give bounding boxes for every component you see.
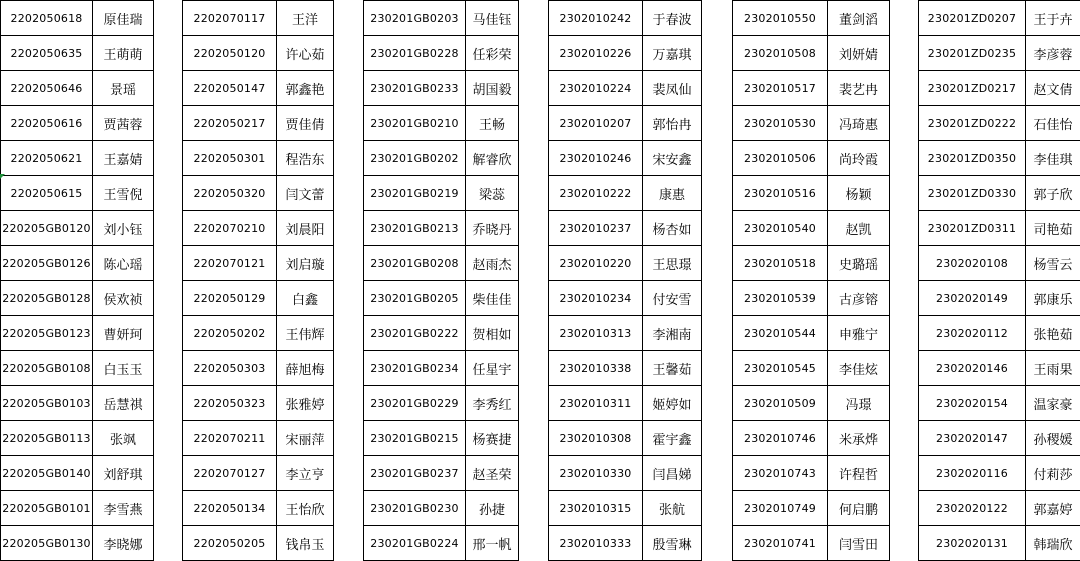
table-row — [919, 246, 1080, 281]
student-id-cell[interactable]: 2302010530 — [733, 106, 828, 141]
table-row — [919, 456, 1080, 491]
student-name-cell[interactable]: 杨雪云 — [1026, 246, 1080, 281]
student-name-cell[interactable]: 申雅宁 — [828, 316, 890, 351]
student-name-cell[interactable]: 王畅 — [466, 106, 519, 141]
student-id-cell[interactable]: 2202050303 — [183, 351, 277, 386]
table-row — [549, 141, 702, 176]
student-id-cell[interactable]: 230201ZD0330 — [919, 176, 1026, 211]
table-row — [183, 176, 334, 211]
student-name-cell[interactable]: 王洋 — [277, 1, 334, 36]
table-row — [733, 246, 890, 281]
student-name-cell[interactable]: 石佳怡 — [1026, 106, 1080, 141]
table-row — [733, 71, 890, 106]
table-row — [549, 351, 702, 386]
table-row — [364, 526, 519, 561]
student-id-cell[interactable]: 2302010338 — [549, 351, 643, 386]
student-name-cell[interactable]: 程浩东 — [277, 141, 334, 176]
table-row — [183, 351, 334, 386]
student-id-cell[interactable]: 2202070117 — [183, 1, 277, 36]
table-row — [549, 71, 702, 106]
table-row — [183, 456, 334, 491]
table-row — [1, 491, 154, 526]
student-name-cell[interactable]: 刘小钰 — [93, 211, 154, 246]
table-row — [733, 141, 890, 176]
student-name-cell[interactable]: 史璐瑶 — [828, 246, 890, 281]
table-row — [733, 36, 890, 71]
table-group-5 — [732, 0, 890, 561]
student-id-cell[interactable]: 230201GB0205 — [364, 281, 466, 316]
student-id-cell[interactable]: 2202050323 — [183, 386, 277, 421]
table-row — [549, 246, 702, 281]
table-row — [1, 351, 154, 386]
table-row — [364, 141, 519, 176]
table-row — [919, 421, 1080, 456]
student-id-cell[interactable]: 2202050301 — [183, 141, 277, 176]
student-id-cell[interactable]: 230201ZD0311 — [919, 211, 1026, 246]
student-name-cell[interactable]: 裴凤仙 — [643, 71, 702, 106]
student-id-cell[interactable]: 2302010313 — [549, 316, 643, 351]
table-row — [1, 71, 154, 106]
student-id-cell[interactable]: 2202050618 — [1, 1, 93, 36]
table-row — [733, 176, 890, 211]
student-id-cell[interactable]: 2302020108 — [919, 246, 1026, 281]
table-row — [549, 316, 702, 351]
student-name-cell[interactable]: 曹妍珂 — [93, 316, 154, 351]
student-id-cell[interactable]: 2302010516 — [733, 176, 828, 211]
table-row — [733, 456, 890, 491]
student-id-cell[interactable]: 2302010741 — [733, 526, 828, 561]
table-row — [919, 351, 1080, 386]
student-name-cell[interactable]: 闫文蕾 — [277, 176, 334, 211]
student-id-cell[interactable]: 2202050615 — [1, 176, 93, 211]
student-name-cell[interactable]: 司艳茹 — [1026, 211, 1080, 246]
table-row — [364, 211, 519, 246]
student-name-cell[interactable]: 梁蕊 — [466, 176, 519, 211]
table-row — [549, 281, 702, 316]
student-name-cell[interactable]: 张航 — [643, 491, 702, 526]
student-name-cell[interactable]: 赵文倩 — [1026, 71, 1080, 106]
student-id-cell[interactable]: 230201GB0228 — [364, 36, 466, 71]
table-row — [1, 106, 154, 141]
student-name-cell[interactable]: 刘妍婧 — [828, 36, 890, 71]
table-row — [549, 211, 702, 246]
student-name-cell[interactable]: 刘晨阳 — [277, 211, 334, 246]
table-row — [919, 141, 1080, 176]
student-id-cell[interactable]: 230201GB0213 — [364, 211, 466, 246]
student-name-cell[interactable]: 钱帛玉 — [277, 526, 334, 561]
student-id-cell[interactable]: 2302010242 — [549, 1, 643, 36]
table-row — [183, 106, 334, 141]
student-name-cell[interactable]: 李立亨 — [277, 456, 334, 491]
table-row — [364, 36, 519, 71]
student-name-cell[interactable]: 韩瑞欣 — [1026, 526, 1080, 561]
student-id-cell[interactable]: 220205GB0101 — [1, 491, 93, 526]
student-name-cell[interactable]: 解睿欣 — [466, 141, 519, 176]
student-name-cell[interactable]: 贾佳倩 — [277, 106, 334, 141]
student-name-cell[interactable]: 薛旭梅 — [277, 351, 334, 386]
student-id-cell[interactable]: 220205GB0130 — [1, 526, 93, 561]
student-id-cell[interactable]: 230201ZD0222 — [919, 106, 1026, 141]
table-row — [364, 106, 519, 141]
student-name-cell[interactable]: 郭嘉婷 — [1026, 491, 1080, 526]
table-row — [364, 351, 519, 386]
student-name-cell[interactable]: 岳慧祺 — [93, 386, 154, 421]
student-id-cell[interactable]: 230201ZD0207 — [919, 1, 1026, 36]
student-id-cell[interactable]: 2202050202 — [183, 316, 277, 351]
table-row — [183, 141, 334, 176]
student-name-cell[interactable]: 王怡欣 — [277, 491, 334, 526]
table-row — [919, 316, 1080, 351]
student-name-cell[interactable]: 李秀红 — [466, 386, 519, 421]
table-row — [1, 176, 154, 211]
student-name-cell[interactable]: 孙稷媛 — [1026, 421, 1080, 456]
student-name-cell[interactable]: 王嘉婧 — [93, 141, 154, 176]
student-name-cell[interactable]: 裴艺冉 — [828, 71, 890, 106]
student-name-cell[interactable]: 任彩荣 — [466, 36, 519, 71]
student-id-cell[interactable]: 2302010330 — [549, 456, 643, 491]
table-row — [183, 491, 334, 526]
student-id-cell[interactable]: 230201GB0222 — [364, 316, 466, 351]
student-name-cell[interactable]: 郭怡冉 — [643, 106, 702, 141]
student-id-cell[interactable]: 2302010509 — [733, 386, 828, 421]
table-row — [364, 246, 519, 281]
table-row — [549, 386, 702, 421]
table-row — [183, 526, 334, 561]
student-id-cell[interactable]: 2202050147 — [183, 71, 277, 106]
table-row — [183, 281, 334, 316]
student-id-cell[interactable]: 2202070127 — [183, 456, 277, 491]
student-id-cell[interactable]: 2302010311 — [549, 386, 643, 421]
student-name-cell[interactable]: 李雪燕 — [93, 491, 154, 526]
student-name-cell[interactable]: 白玉玉 — [93, 351, 154, 386]
student-name-cell[interactable]: 杨颖 — [828, 176, 890, 211]
table-row — [364, 456, 519, 491]
table-group-4 — [548, 0, 702, 561]
student-name-cell[interactable]: 许心茹 — [277, 36, 334, 71]
table-row — [733, 386, 890, 421]
student-id-cell[interactable]: 2202050217 — [183, 106, 277, 141]
student-name-cell[interactable]: 李晓娜 — [93, 526, 154, 561]
student-id-cell[interactable]: 220205GB0103 — [1, 386, 93, 421]
student-name-cell[interactable]: 邢一帆 — [466, 526, 519, 561]
table-row — [733, 491, 890, 526]
student-id-cell[interactable]: 230201GB0219 — [364, 176, 466, 211]
table-row — [733, 316, 890, 351]
student-name-cell[interactable]: 赵凯 — [828, 211, 890, 246]
table-row — [733, 351, 890, 386]
table-row — [1, 1, 154, 36]
table-row — [919, 526, 1080, 561]
student-name-cell[interactable]: 景瑶 — [93, 71, 154, 106]
student-name-cell[interactable]: 付安雪 — [643, 281, 702, 316]
student-name-cell[interactable]: 姬婷如 — [643, 386, 702, 421]
table-row — [549, 421, 702, 456]
student-name-cell[interactable]: 刘启璇 — [277, 246, 334, 281]
student-name-cell[interactable]: 李彦蓉 — [1026, 36, 1080, 71]
cell-comment-marker — [0, 174, 5, 179]
table-row — [183, 246, 334, 281]
student-name-cell[interactable]: 于春波 — [643, 1, 702, 36]
table-row — [733, 211, 890, 246]
student-name-cell[interactable]: 郭鑫艳 — [277, 71, 334, 106]
table-row — [1, 316, 154, 351]
student-id-cell[interactable]: 2302020122 — [919, 491, 1026, 526]
student-name-cell[interactable]: 付莉莎 — [1026, 456, 1080, 491]
student-id-cell[interactable]: 230201GB0210 — [364, 106, 466, 141]
student-id-cell[interactable]: 2302020131 — [919, 526, 1026, 561]
student-id-cell[interactable]: 2202050129 — [183, 281, 277, 316]
student-id-cell[interactable]: 2202070121 — [183, 246, 277, 281]
student-name-cell[interactable]: 李佳炫 — [828, 351, 890, 386]
student-id-cell[interactable]: 2302010333 — [549, 526, 643, 561]
table-row — [733, 106, 890, 141]
student-id-cell[interactable]: 230201GB0208 — [364, 246, 466, 281]
student-name-cell[interactable]: 许程哲 — [828, 456, 890, 491]
student-id-cell[interactable]: 2302010234 — [549, 281, 643, 316]
student-id-cell[interactable]: 230201GB0229 — [364, 386, 466, 421]
student-name-cell[interactable]: 宋丽萍 — [277, 421, 334, 456]
table-row — [1, 246, 154, 281]
table-row — [183, 316, 334, 351]
table-row — [1, 456, 154, 491]
student-id-cell[interactable]: 2302010308 — [549, 421, 643, 456]
student-name-cell[interactable]: 冯璟 — [828, 386, 890, 421]
student-id-cell[interactable]: 2302010508 — [733, 36, 828, 71]
table-row — [919, 281, 1080, 316]
student-id-cell[interactable]: 2202070211 — [183, 421, 277, 456]
student-id-cell[interactable]: 230201ZD0217 — [919, 71, 1026, 106]
student-id-cell[interactable]: 230201GB0202 — [364, 141, 466, 176]
student-id-cell[interactable]: 2302010315 — [549, 491, 643, 526]
student-name-cell[interactable]: 郭子欣 — [1026, 176, 1080, 211]
student-id-cell[interactable]: 2302010207 — [549, 106, 643, 141]
student-id-cell[interactable]: 2202050621 — [1, 141, 93, 176]
table-row — [364, 71, 519, 106]
student-id-cell[interactable]: 2302010506 — [733, 141, 828, 176]
table-row — [364, 421, 519, 456]
table-row — [733, 281, 890, 316]
student-id-cell[interactable]: 2302010222 — [549, 176, 643, 211]
table-row — [1, 386, 154, 421]
student-name-cell[interactable]: 康惠 — [643, 176, 702, 211]
student-id-cell[interactable]: 2302010544 — [733, 316, 828, 351]
student-id-cell[interactable]: 2302010743 — [733, 456, 828, 491]
student-id-cell[interactable]: 2302010226 — [549, 36, 643, 71]
table-row — [1, 36, 154, 71]
student-id-cell[interactable]: 220205GB0120 — [1, 211, 93, 246]
student-id-cell[interactable]: 230201GB0237 — [364, 456, 466, 491]
table-row — [183, 71, 334, 106]
student-name-cell[interactable]: 万嘉琪 — [643, 36, 702, 71]
student-name-cell[interactable]: 马佳钰 — [466, 1, 519, 36]
table-row — [733, 526, 890, 561]
student-id-cell[interactable]: 2302010237 — [549, 211, 643, 246]
student-id-cell[interactable]: 2302020154 — [919, 386, 1026, 421]
student-name-cell[interactable]: 赵圣荣 — [466, 456, 519, 491]
student-id-cell[interactable]: 230201ZD0235 — [919, 36, 1026, 71]
student-name-cell[interactable]: 孙捷 — [466, 491, 519, 526]
table-row — [1, 141, 154, 176]
table-group-2 — [182, 0, 334, 561]
table-row — [1, 421, 154, 456]
student-name-cell[interactable]: 胡国毅 — [466, 71, 519, 106]
student-name-cell[interactable]: 王思璟 — [643, 246, 702, 281]
student-name-cell[interactable]: 宋安鑫 — [643, 141, 702, 176]
student-id-cell[interactable]: 2302020147 — [919, 421, 1026, 456]
student-name-cell[interactable]: 柴佳佳 — [466, 281, 519, 316]
student-id-cell[interactable]: 2302010517 — [733, 71, 828, 106]
student-id-cell[interactable]: 2302020146 — [919, 351, 1026, 386]
student-id-cell[interactable]: 230201GB0233 — [364, 71, 466, 106]
student-id-cell[interactable]: 2302010746 — [733, 421, 828, 456]
student-name-cell[interactable]: 何启鹏 — [828, 491, 890, 526]
student-name-cell[interactable]: 李佳琪 — [1026, 141, 1080, 176]
student-id-cell[interactable]: 230201GB0215 — [364, 421, 466, 456]
table-row — [919, 71, 1080, 106]
student-name-cell[interactable]: 侯欢祯 — [93, 281, 154, 316]
student-id-cell[interactable]: 230201GB0224 — [364, 526, 466, 561]
student-id-cell[interactable]: 2302020149 — [919, 281, 1026, 316]
table-row — [919, 36, 1080, 71]
student-id-cell[interactable]: 230201ZD0350 — [919, 141, 1026, 176]
student-name-cell[interactable]: 张飒 — [93, 421, 154, 456]
table-row — [919, 386, 1080, 421]
student-id-cell[interactable]: 220205GB0128 — [1, 281, 93, 316]
student-name-cell[interactable]: 张雅婷 — [277, 386, 334, 421]
table-row — [549, 36, 702, 71]
table-row — [364, 281, 519, 316]
table-row — [549, 526, 702, 561]
student-name-cell[interactable]: 米承烨 — [828, 421, 890, 456]
student-name-cell[interactable]: 贺相如 — [466, 316, 519, 351]
student-id-cell[interactable]: 2302010539 — [733, 281, 828, 316]
student-id-cell[interactable]: 230201GB0230 — [364, 491, 466, 526]
table-row — [919, 491, 1080, 526]
table-group-1 — [0, 0, 154, 561]
student-name-cell[interactable]: 殷雪琳 — [643, 526, 702, 561]
student-id-cell[interactable]: 2302010220 — [549, 246, 643, 281]
table-row — [1, 526, 154, 561]
student-name-cell[interactable]: 任星宇 — [466, 351, 519, 386]
student-name-cell[interactable]: 温家豪 — [1026, 386, 1080, 421]
student-name-cell[interactable]: 王萌萌 — [93, 36, 154, 71]
student-name-cell[interactable]: 王于卉 — [1026, 1, 1080, 36]
table-row — [549, 176, 702, 211]
student-id-cell[interactable]: 220205GB0108 — [1, 351, 93, 386]
student-name-cell[interactable]: 陈心瑶 — [93, 246, 154, 281]
table-row — [733, 421, 890, 456]
table-row — [183, 211, 334, 246]
student-name-cell[interactable]: 霍宇鑫 — [643, 421, 702, 456]
table-row — [733, 1, 890, 36]
student-id-cell[interactable]: 2202050205 — [183, 526, 277, 561]
student-name-cell[interactable]: 赵雨杰 — [466, 246, 519, 281]
student-name-cell[interactable]: 乔晓丹 — [466, 211, 519, 246]
student-id-cell[interactable]: 220205GB0123 — [1, 316, 93, 351]
student-name-cell[interactable]: 张艳茹 — [1026, 316, 1080, 351]
student-id-cell[interactable]: 2202050120 — [183, 36, 277, 71]
student-name-cell[interactable]: 王雪倪 — [93, 176, 154, 211]
student-id-cell[interactable]: 2302010749 — [733, 491, 828, 526]
student-name-cell[interactable]: 贾茜蓉 — [93, 106, 154, 141]
student-id-cell[interactable]: 2302010224 — [549, 71, 643, 106]
student-id-cell[interactable]: 2202050635 — [1, 36, 93, 71]
table-row — [183, 1, 334, 36]
student-name-cell[interactable]: 闫昌娣 — [643, 456, 702, 491]
student-name-cell[interactable]: 古彦镕 — [828, 281, 890, 316]
student-name-cell[interactable]: 闫雪田 — [828, 526, 890, 561]
student-id-cell[interactable]: 220205GB0140 — [1, 456, 93, 491]
table-row — [364, 491, 519, 526]
student-name-cell[interactable]: 刘舒琪 — [93, 456, 154, 491]
table-row — [364, 386, 519, 421]
table-row — [1, 211, 154, 246]
student-name-cell[interactable]: 白鑫 — [277, 281, 334, 316]
student-id-cell[interactable]: 2202050646 — [1, 71, 93, 106]
table-row — [1, 281, 154, 316]
student-id-cell[interactable]: 2302020116 — [919, 456, 1026, 491]
student-name-cell[interactable]: 杨赛捷 — [466, 421, 519, 456]
student-name-cell[interactable]: 王雨果 — [1026, 351, 1080, 386]
student-id-cell[interactable]: 2302010540 — [733, 211, 828, 246]
table-row — [549, 456, 702, 491]
student-name-cell[interactable]: 董剑滔 — [828, 1, 890, 36]
table-row — [183, 386, 334, 421]
student-name-cell[interactable]: 冯琦惠 — [828, 106, 890, 141]
student-id-cell[interactable]: 230201GB0234 — [364, 351, 466, 386]
table-row — [549, 491, 702, 526]
student-id-cell[interactable]: 2202050616 — [1, 106, 93, 141]
table-row — [183, 421, 334, 456]
table-row — [364, 1, 519, 36]
student-name-cell[interactable]: 王馨茹 — [643, 351, 702, 386]
student-name-cell[interactable]: 杨杏如 — [643, 211, 702, 246]
student-id-cell[interactable]: 2302010545 — [733, 351, 828, 386]
student-id-cell[interactable]: 2302010246 — [549, 141, 643, 176]
student-id-cell[interactable]: 2202070210 — [183, 211, 277, 246]
table-row — [919, 211, 1080, 246]
table-group-3 — [363, 0, 519, 561]
student-id-cell[interactable]: 220205GB0126 — [1, 246, 93, 281]
student-id-cell[interactable]: 2202050134 — [183, 491, 277, 526]
student-id-cell[interactable]: 220205GB0113 — [1, 421, 93, 456]
student-id-cell[interactable]: 2302010518 — [733, 246, 828, 281]
table-group-6 — [918, 0, 1080, 561]
table-row — [549, 106, 702, 141]
student-name-cell[interactable]: 王伟辉 — [277, 316, 334, 351]
student-name-cell[interactable]: 原佳瑞 — [93, 1, 154, 36]
student-id-cell[interactable]: 2302010550 — [733, 1, 828, 36]
student-id-cell[interactable]: 2202050320 — [183, 176, 277, 211]
table-row — [364, 316, 519, 351]
student-id-cell[interactable]: 2302020112 — [919, 316, 1026, 351]
table-row — [364, 176, 519, 211]
student-name-cell[interactable]: 郭康乐 — [1026, 281, 1080, 316]
table-row — [919, 1, 1080, 36]
student-name-cell[interactable]: 尚玲霞 — [828, 141, 890, 176]
table-row — [549, 1, 702, 36]
table-row — [919, 106, 1080, 141]
student-id-cell[interactable]: 230201GB0203 — [364, 1, 466, 36]
student-name-cell[interactable]: 李湘南 — [643, 316, 702, 351]
table-row — [919, 176, 1080, 211]
table-row — [183, 36, 334, 71]
